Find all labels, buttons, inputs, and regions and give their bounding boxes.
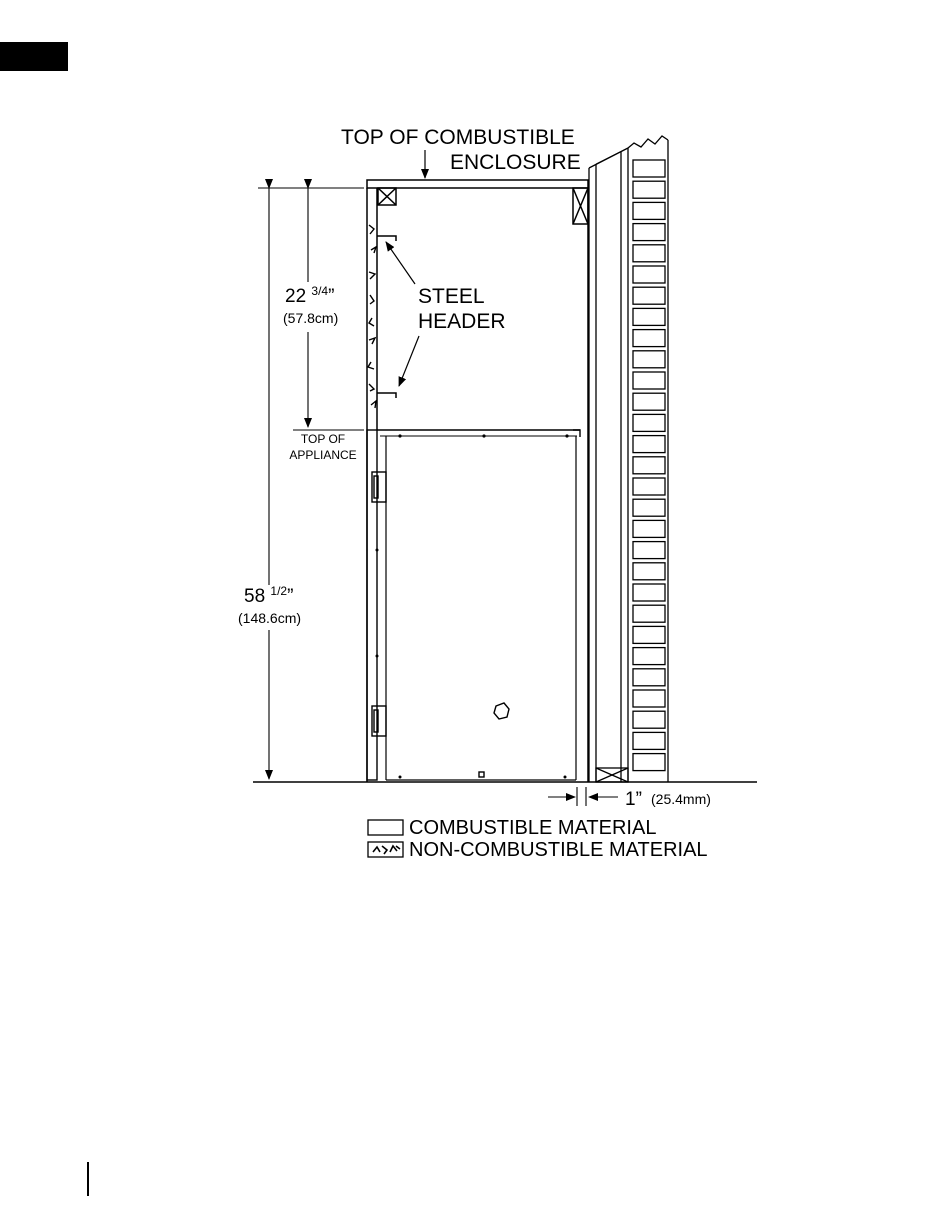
brick <box>633 584 665 601</box>
brick <box>633 181 665 198</box>
enclosure-frame <box>367 180 588 782</box>
brick <box>633 436 665 453</box>
brick <box>633 542 665 559</box>
dimension-whole: 58 <box>244 586 271 607</box>
dimension-enclosure-height <box>285 284 334 307</box>
wall-framing <box>589 148 628 782</box>
dimension-total-height <box>244 584 293 607</box>
brick <box>633 563 665 580</box>
brick <box>633 266 665 283</box>
brick <box>633 626 665 643</box>
brick <box>633 414 665 431</box>
steel-header-label: STEEL <box>418 285 485 308</box>
brick <box>633 393 665 410</box>
extension-lines <box>258 188 364 430</box>
brick <box>633 457 665 474</box>
dimension-clearance: 1” <box>625 789 642 810</box>
brick <box>633 605 665 622</box>
brick <box>633 690 665 707</box>
non-combustible-strip <box>368 225 376 408</box>
brick <box>633 224 665 241</box>
steel-header-label-2: HEADER <box>418 310 506 333</box>
brick <box>633 160 665 177</box>
dimension-lines <box>269 188 618 806</box>
dimension-enclosure-metric: (57.8cm) <box>283 310 339 326</box>
legend-hatch-icon <box>373 846 400 854</box>
brick <box>633 351 665 368</box>
legend-swatch-combustible <box>368 820 403 835</box>
legend <box>368 817 708 861</box>
brick <box>633 648 665 665</box>
brick <box>633 711 665 728</box>
brick <box>633 520 665 537</box>
brick <box>633 372 665 389</box>
brick <box>633 754 665 771</box>
dimension-fraction: 3/4 <box>311 284 329 298</box>
brick <box>633 732 665 749</box>
brick <box>633 499 665 516</box>
brick <box>633 202 665 219</box>
brick <box>633 330 665 347</box>
legend-non-combustible-label: NON-COMBUSTIBLE MATERIAL <box>409 839 708 861</box>
top-of-enclosure-label: TOP OF COMBUSTIBLE <box>341 126 575 149</box>
brick <box>633 287 665 304</box>
dimension-fraction: 1/2 <box>270 584 288 598</box>
dimension-unit: ” <box>287 586 294 607</box>
callout-arrows <box>386 150 425 386</box>
top-of-enclosure-label-2: ENCLOSURE <box>450 151 581 174</box>
dimension-unit: ” <box>328 286 335 307</box>
appliance-rivets <box>376 434 569 778</box>
brick <box>633 245 665 262</box>
brick <box>633 669 665 686</box>
fireplace-appliance <box>367 430 580 780</box>
dimension-total-metric: (148.6cm) <box>238 610 302 626</box>
legend-combustible-label: COMBUSTIBLE MATERIAL <box>409 817 657 839</box>
dimension-clearance-metric: (25.4mm) <box>651 791 711 807</box>
dimension-whole: 22 <box>285 286 312 307</box>
brick-wall <box>628 136 668 782</box>
top-of-appliance-label-2: APPLIANCE <box>289 448 357 462</box>
brick <box>633 308 665 325</box>
top-of-appliance-label: TOP OF <box>300 432 346 446</box>
brick <box>633 478 665 495</box>
